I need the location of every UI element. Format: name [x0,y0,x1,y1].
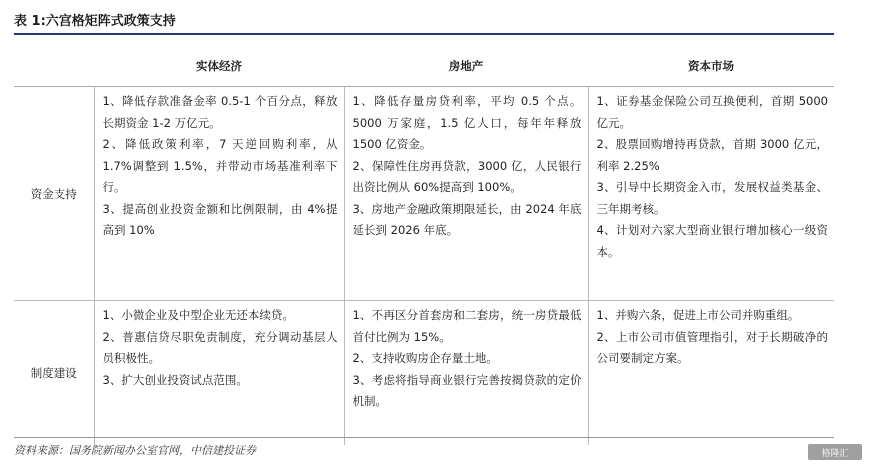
watermark-logo [808,444,862,460]
table-cell [344,301,588,446]
cell-item: 4、计划对六家大型商业银行增加核心一级资本。 [596,223,828,259]
cell-item: 3、扩大创业投资试点范围。 [102,372,248,387]
table-cell [94,87,344,301]
table-row [14,87,834,301]
table-cell [344,87,588,301]
table-row [14,301,834,446]
cell-item: 1、证券基金保险公司互换便利，首期 5000 亿元。 [596,94,828,130]
cell-item: 1、并购六条，促进上市公司并购重组。 [596,308,800,322]
row-header: 制度建设 [14,301,94,446]
corner-header [14,46,94,87]
policy-matrix-table [14,46,834,445]
watermark-text: 格隆汇 [821,448,849,459]
cell-item: 3、房地产金融政策期限延长，由 2024 年底延长到 2026 年底。 [352,201,582,237]
cell-item: 3、考虑将指导商业银行完善按揭贷款的定价机制。 [352,372,582,408]
cell-item: 2、上市公司市值管理指引，对于长期破净的公司要制定方案。 [596,329,828,365]
footer-divider [14,437,834,438]
table-title: 表 1:六宫格矩阵式政策支持 [14,14,176,29]
source-note: 资料来源：国务院新闻办公室官网，中信建投证券 [14,444,256,457]
title-divider [14,33,834,35]
cell-item: 1、降低存款准备金率 0.5-1 个百分点，释放长期资金 1-2 万亿元。 [102,94,338,130]
cell-item: 3、提高创业投资金额和比例限制，由 4%提高到 10% [102,201,338,237]
header-row [14,46,834,87]
row-header: 资金支持 [14,87,94,301]
table-cell [588,87,834,301]
table-cell [588,301,834,446]
cell-item: 2、股票回购增持再贷款，首期 3000 亿元，利率 2.25% [596,137,828,173]
cell-item: 3、引导中长期资金入市，发展权益类基金、三年期考核。 [596,180,828,216]
cell-item: 2、支持收购房企存量土地。 [352,351,498,365]
cell-item: 1、降低存量房贷利率，平均 0.5 个点。5000 万家庭，1.5 亿人口，每年年释放 1500 亿资金。 [352,94,582,151]
cell-item: 2、普惠信贷尽职免责制度，充分调动基层人员积极性。 [102,329,338,365]
cell-item: 2、保障性住房再贷款，3000 亿，人民银行出资比例从 60%提高到 100%。 [352,158,582,194]
table-cell [94,301,344,446]
cell-item: 1、不再区分首套房和二套房，统一房贷最低首付比例为 15%。 [352,308,582,344]
cell-item: 2、降低政策利率，7 天逆回购利率，从 1.7%调整到 1.5%，并带动市场基准利率下行。 [102,137,338,194]
cell-item: 1、小微企业及中型企业无还本续贷。 [102,308,294,322]
column-header: 资本市场 [588,46,834,87]
column-header: 房地产 [344,46,588,87]
column-header: 实体经济 [94,46,344,87]
